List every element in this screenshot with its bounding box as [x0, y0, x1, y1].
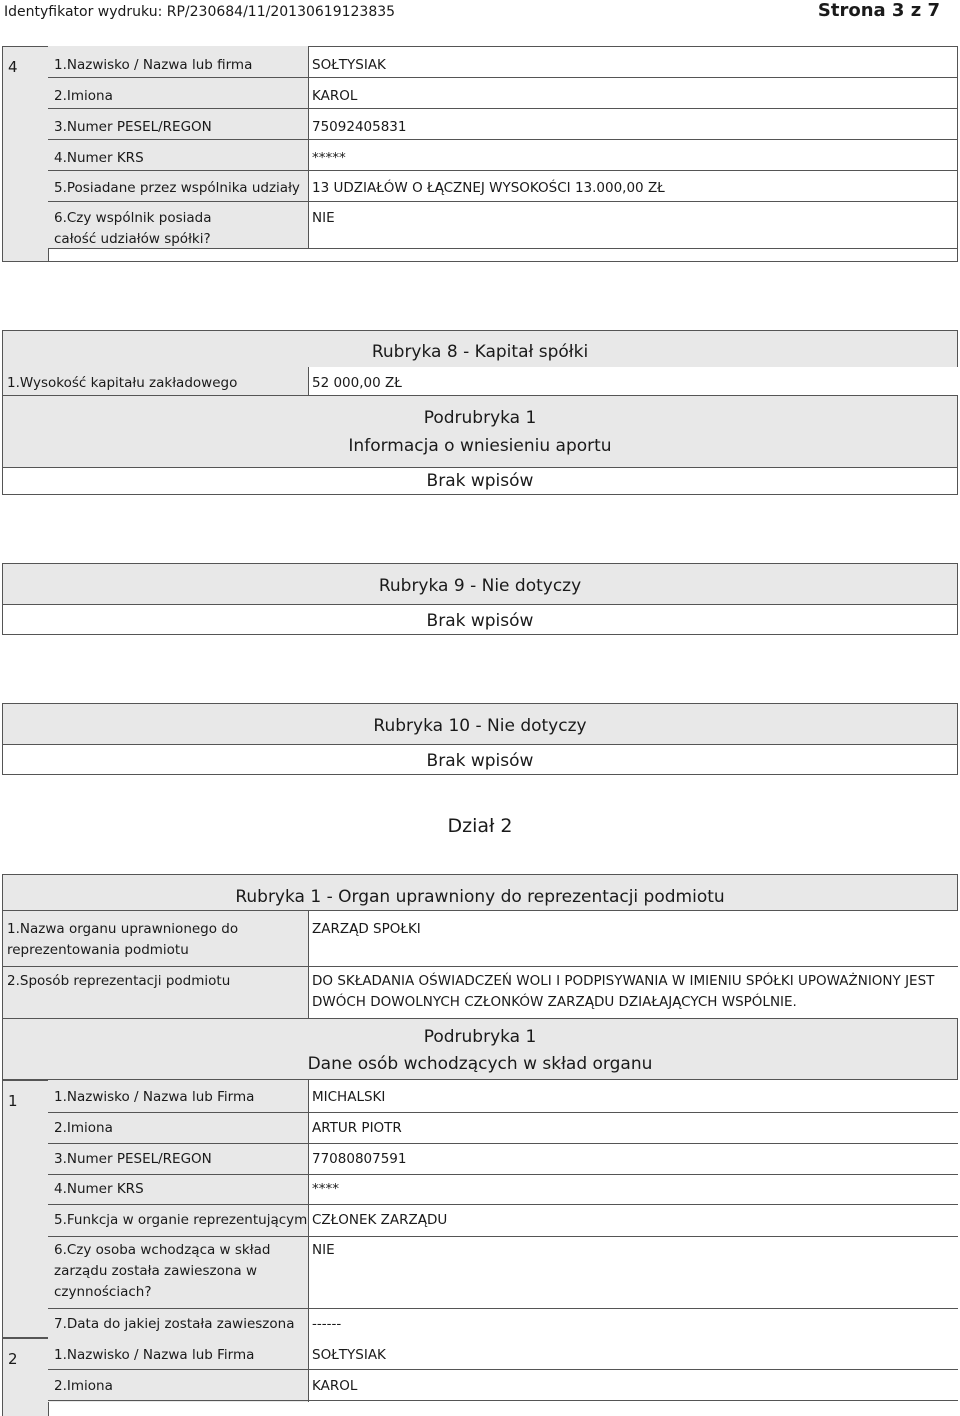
field-label: 1.Nazwisko / Nazwa lub firma	[54, 57, 253, 73]
field-value: 75092405831	[312, 119, 407, 135]
field-value: 52 000,00 ZŁ	[312, 375, 402, 391]
field-label: 1.Nazwisko / Nazwa lub Firma	[54, 1089, 255, 1105]
field-label: 5.Posiadane przez wspólnika udziały	[54, 180, 300, 196]
field-label: 3.Numer PESEL/REGON	[54, 1151, 212, 1167]
division-title: Dział 2	[447, 815, 513, 837]
print-header	[0, 0, 960, 26]
field-value: 77080807591	[312, 1151, 407, 1167]
field-value: ****	[312, 1181, 339, 1197]
empty-entries: Brak wpisów	[426, 611, 534, 631]
field-value: SOŁTYSIAK	[312, 57, 386, 73]
field-value: KAROL	[312, 1378, 358, 1394]
field-label: 2.Imiona	[54, 1378, 113, 1394]
field-label: 7.Data do jakiej została zawieszona	[54, 1316, 295, 1332]
field-label: 1.Wysokość kapitału zakładowego	[7, 375, 238, 391]
field-value: 13 UDZIAŁÓW O ŁĄCZNEJ WYSOKOŚCI 13.000,00 ZŁ	[312, 180, 665, 196]
section-title: Rubryka 8 - Kapitał spółki	[371, 342, 589, 362]
field-label: 4.Numer KRS	[54, 1181, 144, 1197]
field-label: 4.Numer KRS	[54, 150, 144, 166]
subsection-title: Podrubryka 1	[423, 408, 537, 428]
field-value: NIE	[312, 210, 335, 226]
subsection-subtitle: Informacja o wniesieniu aportu	[348, 436, 612, 456]
empty-entries: Brak wpisów	[426, 751, 534, 771]
field-value: DO SKŁADANIA OŚWIADCZEŃ WOLI I PODPISYWANIA W IMIENIU SPÓŁKI UPOWAŻNIONY JEST DWÓCH DOWOLNYCH CZŁONKÓW ZARZĄDU DZIAŁAJĄCYCH WSPÓLNIE.	[312, 973, 935, 1010]
page-number: Strona 3 z 7	[817, 0, 940, 21]
print-identifier: Identyfikator wydruku: RP/230684/11/20130619123835	[4, 4, 396, 20]
field-label: 1.Nazwisko / Nazwa lub Firma	[54, 1347, 255, 1363]
field-value: CZŁONEK ZARZĄDU	[312, 1212, 448, 1228]
field-value: NIE	[312, 1242, 335, 1258]
field-label: 6.Czy osoba wchodząca w skład zarządu została zawieszona w czynnościach?	[54, 1242, 271, 1300]
field-value: ARTUR PIOTR	[312, 1120, 402, 1136]
field-label: 3.Numer PESEL/REGON	[54, 119, 212, 135]
field-label: 6.Czy wspólnik posiada całość udziałów spółki?	[54, 210, 212, 247]
field-value: MICHALSKI	[312, 1089, 386, 1105]
empty-entries: Brak wpisów	[426, 471, 534, 491]
field-value: ZARZĄD SPOŁKI	[312, 921, 421, 937]
section-title: Rubryka 10 - Nie dotyczy	[373, 716, 587, 736]
field-label: 2.Sposób reprezentacji podmiotu	[7, 973, 231, 989]
field-value: ------	[312, 1316, 342, 1332]
section-title: Rubryka 1 - Organ uprawniony do reprezentacji podmiotu	[235, 887, 725, 907]
field-value: *****	[312, 150, 346, 166]
field-label: 1.Nazwa organu uprawnionego do reprezentowania podmiotu	[7, 921, 239, 958]
subsection-title: Podrubryka 1	[423, 1027, 537, 1047]
field-label: 5.Funkcja w organie reprezentującym	[54, 1212, 308, 1228]
partner-number: 4	[8, 58, 18, 76]
member-number: 1	[8, 1092, 18, 1110]
section-title: Rubryka 9 - Nie dotyczy	[378, 576, 582, 596]
field-value: KAROL	[312, 88, 358, 104]
field-label: 2.Imiona	[54, 1120, 113, 1136]
field-value: SOŁTYSIAK	[312, 1347, 386, 1363]
field-label: 2.Imiona	[54, 88, 113, 104]
subsection-subtitle: Dane osób wchodzących w skład organu	[307, 1054, 653, 1074]
member-number: 2	[8, 1350, 18, 1368]
